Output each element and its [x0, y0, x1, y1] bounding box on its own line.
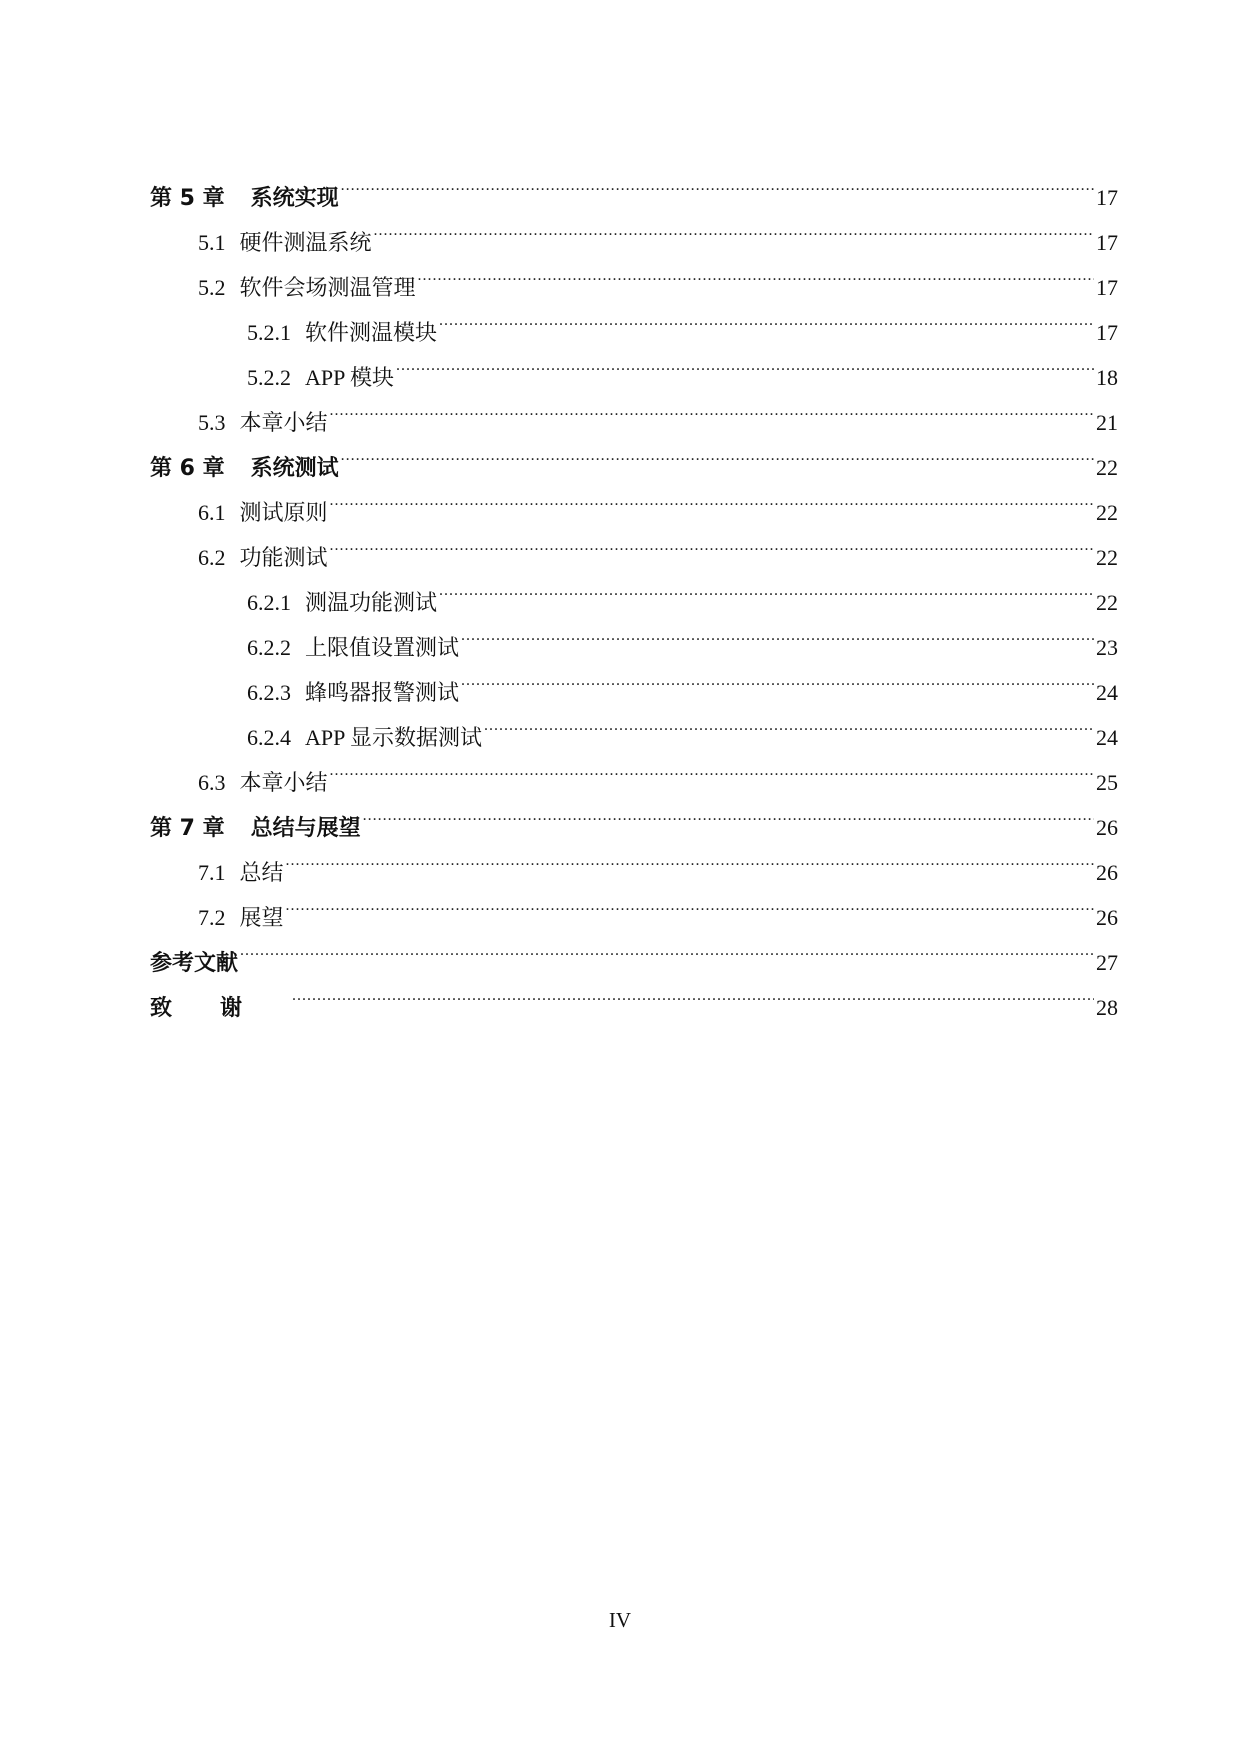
toc-entry-page: 17	[1096, 230, 1118, 255]
toc-entry-title: 本章小结	[239, 770, 328, 795]
toc-leader-dots	[341, 160, 1094, 205]
toc-entry-title: 展望	[239, 905, 284, 930]
toc-entry-title: 系统测试	[250, 456, 339, 481]
toc-entry-title: 参考文献	[150, 951, 239, 976]
toc-entry-title: 软件测温模块	[305, 320, 438, 345]
toc-leader-dots	[330, 475, 1094, 520]
toc-leader-dots	[374, 205, 1094, 250]
toc-leader-dots	[461, 610, 1094, 655]
toc-entry-number: 5.2	[198, 275, 226, 300]
toc-entry-chapter-5[interactable]	[150, 160, 1118, 211]
toc-leader-dots	[484, 700, 1094, 745]
table-of-contents	[150, 160, 1118, 1021]
toc-entry-page: 25	[1096, 770, 1118, 795]
toc-entry-number: 6.1	[198, 500, 226, 525]
toc-entry-6-2-3[interactable]	[150, 655, 1118, 705]
toc-entry-title: 测试原则	[239, 500, 328, 525]
toc-entry-6-2-2[interactable]	[150, 610, 1118, 660]
toc-entry-number: 6.2.4	[247, 725, 291, 750]
toc-leader-dots	[341, 430, 1094, 475]
toc-leader-dots	[286, 880, 1094, 925]
toc-entry-number: 6.2	[198, 545, 226, 570]
toc-entry-page: 26	[1096, 815, 1118, 840]
toc-entry-page: 28	[1096, 995, 1118, 1020]
toc-entry-page: 27	[1096, 950, 1118, 975]
toc-entry-page: 17	[1096, 275, 1118, 300]
toc-leader-dots	[439, 295, 1094, 340]
toc-leader-dots	[292, 970, 1094, 1015]
toc-entry-7-2[interactable]	[150, 880, 1118, 930]
toc-entry-page: 17	[1096, 185, 1118, 210]
toc-entry-page: 18	[1096, 365, 1118, 390]
toc-entry-title: 功能测试	[239, 545, 328, 570]
toc-entry-6-2-4[interactable]	[150, 700, 1118, 750]
toc-leader-dots	[240, 925, 1094, 970]
toc-leader-dots	[330, 745, 1094, 790]
toc-entry-title: APP 显示数据测试	[305, 725, 483, 750]
toc-leader-dots	[286, 835, 1094, 880]
toc-entry-page: 21	[1096, 410, 1118, 435]
toc-entry-page: 22	[1096, 455, 1118, 480]
toc-entry-title: 软件会场测温管理	[239, 275, 416, 300]
toc-leader-dots	[418, 250, 1094, 295]
toc-entry-page: 17	[1096, 320, 1118, 345]
toc-entry-number: 5.3	[198, 410, 226, 435]
toc-entry-number: 6.2.1	[247, 590, 291, 615]
toc-entry-page: 24	[1096, 680, 1118, 705]
page-number: IV	[608, 1608, 632, 1632]
toc-entry-6-3[interactable]	[150, 745, 1118, 795]
toc-entry-title: 蜂鸣器报警测试	[305, 680, 460, 705]
toc-leader-dots	[461, 655, 1094, 700]
toc-entry-title: APP 模块	[305, 365, 395, 390]
toc-leader-dots	[363, 790, 1094, 835]
toc-leader-dots	[439, 565, 1094, 610]
toc-entry-5-3[interactable]	[150, 385, 1118, 435]
toc-entry-number: 6.2.3	[247, 680, 291, 705]
toc-entry-page: 22	[1096, 500, 1118, 525]
toc-entry-page: 22	[1096, 590, 1118, 615]
toc-entry-references[interactable]	[150, 925, 1118, 976]
toc-entry-5-2-2[interactable]	[150, 340, 1118, 390]
toc-entry-number: 第 7 章	[150, 816, 225, 841]
toc-entry-number: 7.1	[198, 860, 226, 885]
toc-leader-dots	[330, 385, 1094, 430]
toc-entry-acknowledgements[interactable]	[150, 970, 1118, 1021]
toc-entry-title: 系统实现	[250, 186, 339, 211]
toc-entry-title: 总结	[239, 860, 284, 885]
toc-entry-page: 22	[1096, 545, 1118, 570]
toc-entry-page: 24	[1096, 725, 1118, 750]
toc-entry-page: 23	[1096, 635, 1118, 660]
toc-entry-number: 5.2.2	[247, 365, 291, 390]
toc-entry-7-1[interactable]	[150, 835, 1118, 885]
toc-entry-number: 第 6 章	[150, 456, 225, 481]
toc-entry-page: 26	[1096, 860, 1118, 885]
toc-entry-title: 致谢	[150, 996, 291, 1021]
toc-entry-number: 6.3	[198, 770, 226, 795]
toc-entry-page: 26	[1096, 905, 1118, 930]
toc-entry-number: 第 5 章	[150, 186, 225, 211]
toc-entry-title: 测温功能测试	[305, 590, 438, 615]
toc-entry-title: 总结与展望	[250, 816, 361, 841]
toc-leader-dots	[330, 520, 1094, 565]
toc-entry-title: 上限值设置测试	[305, 635, 460, 660]
toc-entry-number: 5.2.1	[247, 320, 291, 345]
toc-entry-title: 本章小结	[239, 410, 328, 435]
toc-entry-number: 5.1	[198, 230, 226, 255]
toc-entry-number: 6.2.2	[247, 635, 291, 660]
toc-entry-title: 硬件测温系统	[239, 230, 372, 255]
toc-leader-dots	[396, 340, 1094, 385]
toc-entry-number: 7.2	[198, 905, 226, 930]
